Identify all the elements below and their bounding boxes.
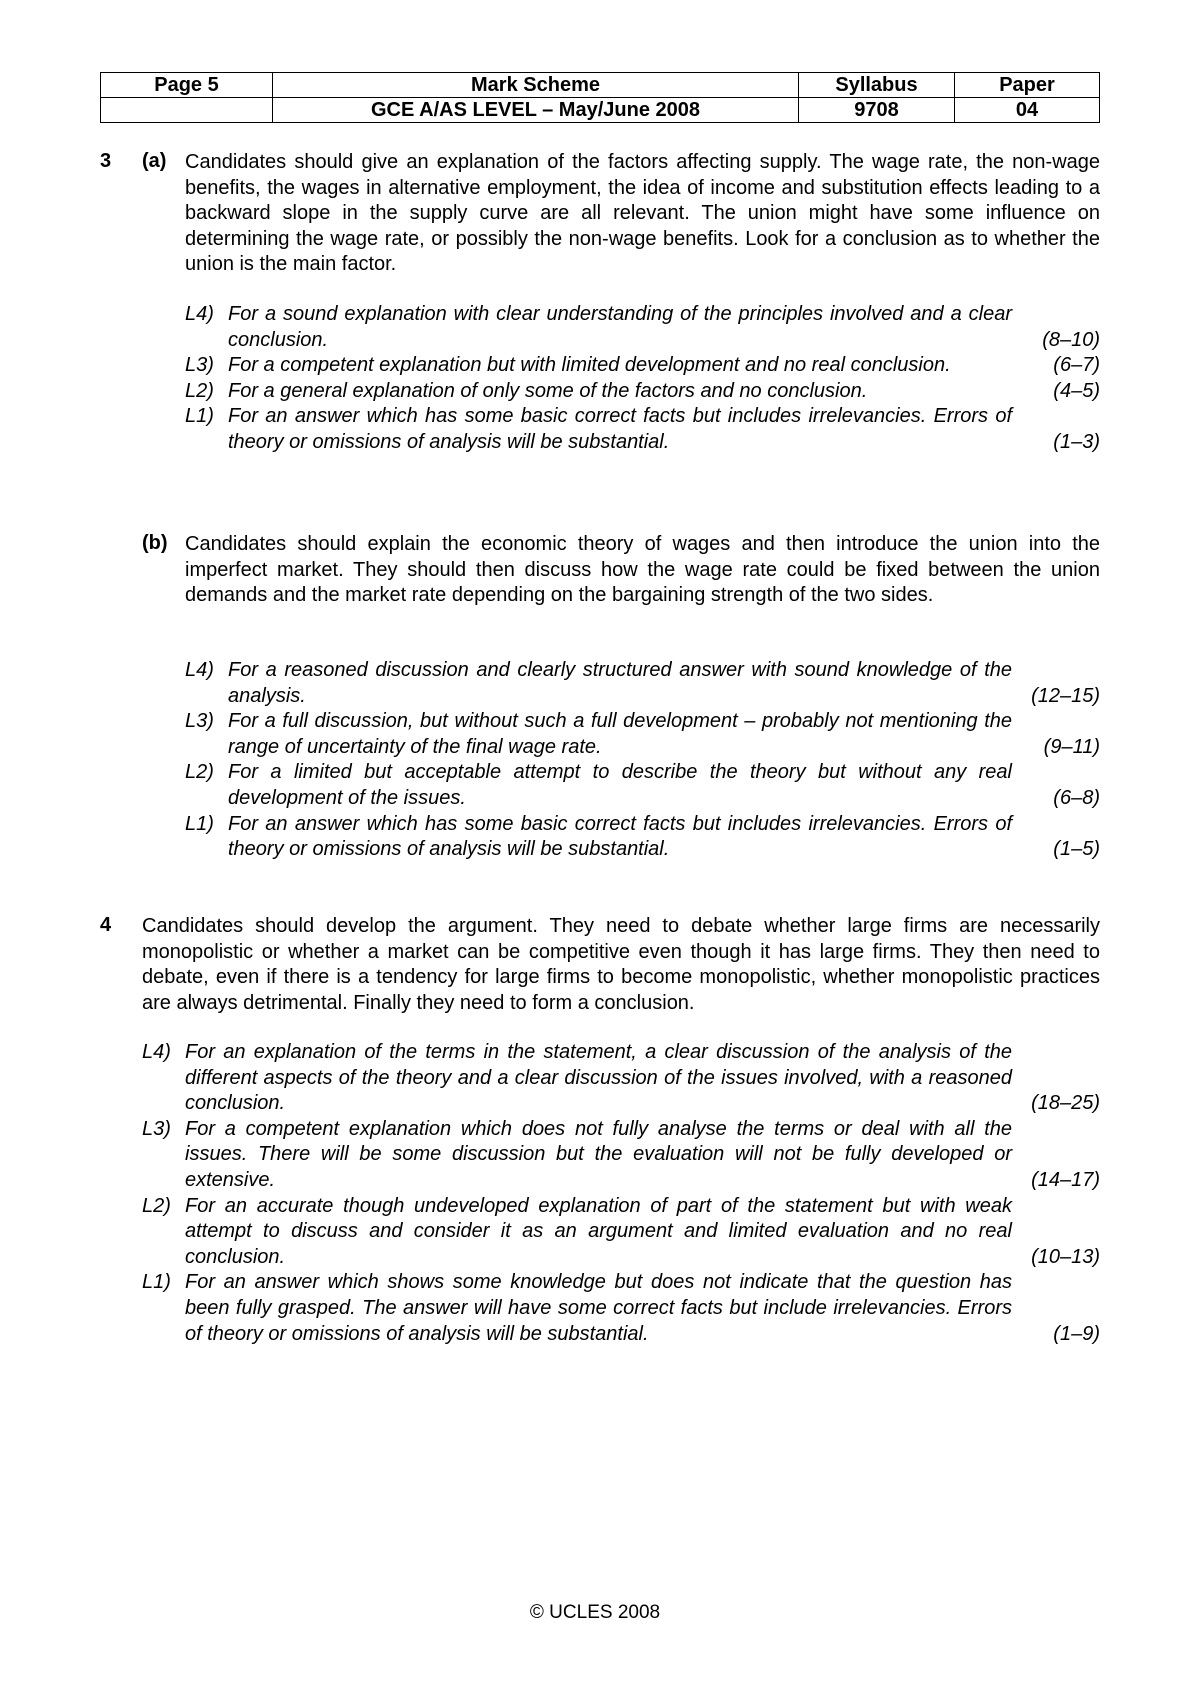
level-text: For an answer which shows some knowledge but does not indicate that the question has been fully grasped. The answer will have some correct facts but include irrelevancies. Errors of theory or omissions of analysis will be substantial. xyxy=(185,1271,1012,1345)
question-3a-paragraph: Candidates should give an explanation of the factors affecting supply. The wage rate, the non-wage benefits, the wages in alternative employment, the idea of income and substitution effects leading to a backward slope in the supply curve are all relevant. The union might have some influence on determining the wage rate, or possibly the non-wage benefits. Look for a conclusion as to whether the union is the main factor. xyxy=(185,151,1100,276)
level-code: L2) xyxy=(142,1194,171,1217)
part-label-3b: (b) xyxy=(142,532,168,554)
header-cell-paper-number: 04 xyxy=(955,98,1100,123)
level-code: L2) xyxy=(185,379,214,402)
level-3a-l4 xyxy=(185,302,1100,353)
level-marks: (18–25) xyxy=(1031,1092,1100,1115)
level-4-l3 xyxy=(142,1117,1100,1194)
level-3b-l2 xyxy=(185,760,1100,811)
level-4-l4 xyxy=(142,1040,1100,1117)
question-number-4: 4 xyxy=(100,914,112,936)
question-3a-text xyxy=(185,150,1100,278)
level-text: For a sound explanation with clear understanding of the principles involved and a clear conclusion. xyxy=(228,303,1012,351)
level-3a-l2 xyxy=(185,379,1100,405)
header-cell-syllabus-code: 9708 xyxy=(799,98,955,123)
levels-4 xyxy=(142,1040,1100,1347)
levels-3b xyxy=(185,658,1100,863)
header-cell-page: Page 5 xyxy=(101,73,273,98)
levels-3a xyxy=(185,302,1100,456)
level-code: L3) xyxy=(142,1117,171,1140)
header-table xyxy=(100,72,1100,123)
header-cell-exam: GCE A/AS LEVEL – May/June 2008 xyxy=(273,98,799,123)
header-cell-paper: Paper xyxy=(955,73,1100,98)
level-text: For an explanation of the terms in the statement, a clear discussion of the analysis of the different aspects of the theory and a clear discussion of the issues involved, with a reasoned conclusion. xyxy=(185,1041,1012,1115)
level-3a-l1 xyxy=(185,404,1100,455)
level-code: L2) xyxy=(185,761,214,784)
header-row-1 xyxy=(101,73,1100,98)
question-4-text xyxy=(142,914,1100,1016)
level-code: L4) xyxy=(185,659,214,681)
level-code: L1) xyxy=(142,1271,171,1294)
level-marks: (9–11) xyxy=(1043,735,1100,758)
level-marks: (1–3) xyxy=(1053,430,1100,453)
level-4-l2 xyxy=(142,1194,1100,1271)
level-text: For a competent explanation but with limited development and no real conclusion. xyxy=(228,354,951,377)
level-text: For a full discussion, but without such a full development – probably not mentioning the range of uncertainty of the final wage rate. xyxy=(228,710,1012,758)
level-text: For a limited but acceptable attempt to describe the theory but without any real development of the issues. xyxy=(228,761,1012,809)
level-text: For an accurate though undeveloped explanation of part of the statement but with weak attempt to discuss and consider it as an argument and limited evaluation and no real conclusion. xyxy=(185,1194,1012,1268)
level-text: For an answer which has some basic correct facts but includes irrelevancies. Errors of theory or omissions of analysis will be substantial. xyxy=(228,405,1012,453)
question-3b-paragraph: Candidates should explain the economic theory of wages and then introduce the union into the imperfect market. They should then discuss how the wage rate could be fixed between the union demands and the market rate depending on the bargaining strength of the two sides. xyxy=(185,533,1100,607)
level-3b-l4 xyxy=(185,658,1100,709)
level-code: L4) xyxy=(142,1041,171,1063)
level-text: For a competent explanation which does not fully analyse the terms or deal with all the issues. There will be some discussion but the evaluation will not be fully developed or extensive. xyxy=(185,1117,1012,1191)
level-marks: (6–7) xyxy=(1053,354,1100,377)
level-code: L1) xyxy=(185,405,214,428)
header-cell-syllabus: Syllabus xyxy=(799,73,955,98)
footer-copyright: © UCLES 2008 xyxy=(529,1602,661,1623)
level-marks: (12–15) xyxy=(1031,684,1100,707)
question-number-3: 3 xyxy=(100,150,112,172)
level-code: L1) xyxy=(185,812,214,835)
level-marks: (6–8) xyxy=(1053,786,1100,809)
level-marks: (10–13) xyxy=(1031,1245,1100,1268)
question-4-paragraph: Candidates should develop the argument. They need to debate whether large firms are necessarily monopolistic or whether a market can be competitive even though it has large firms. They then need to debate, even if there is a tendency for large firms to become monopolistic, whether monopolistic practices are always detrimental. Finally they need to form a conclusion. xyxy=(142,915,1100,1014)
level-text: For an answer which has some basic correct facts but includes irrelevancies. Errors of theory or omissions of analysis will be substantial. xyxy=(228,812,1012,861)
level-marks: (4–5) xyxy=(1053,379,1100,402)
question-3b-text xyxy=(185,532,1100,609)
level-3a-l3 xyxy=(185,353,1100,379)
level-text: For a general explanation of only some of the factors and no conclusion. xyxy=(228,379,868,402)
header-row-2 xyxy=(101,98,1100,123)
level-4-l1 xyxy=(142,1270,1100,1347)
level-marks: (1–9) xyxy=(1053,1322,1100,1345)
level-code: L3) xyxy=(185,710,214,733)
part-label-3a: (a) xyxy=(142,150,167,172)
level-marks: (8–10) xyxy=(1042,328,1100,351)
level-text: For a reasoned discussion and clearly structured answer with sound knowledge of the analysis. xyxy=(228,659,1012,707)
level-marks: (14–17) xyxy=(1031,1168,1100,1191)
level-3b-l3 xyxy=(185,709,1100,760)
header-cell-empty xyxy=(101,98,273,123)
level-code: L3) xyxy=(185,354,214,377)
level-code: L4) xyxy=(185,303,214,325)
header-cell-mark-scheme: Mark Scheme xyxy=(273,73,799,98)
level-marks: (1–5) xyxy=(1053,838,1100,861)
level-3b-l1 xyxy=(185,812,1100,863)
